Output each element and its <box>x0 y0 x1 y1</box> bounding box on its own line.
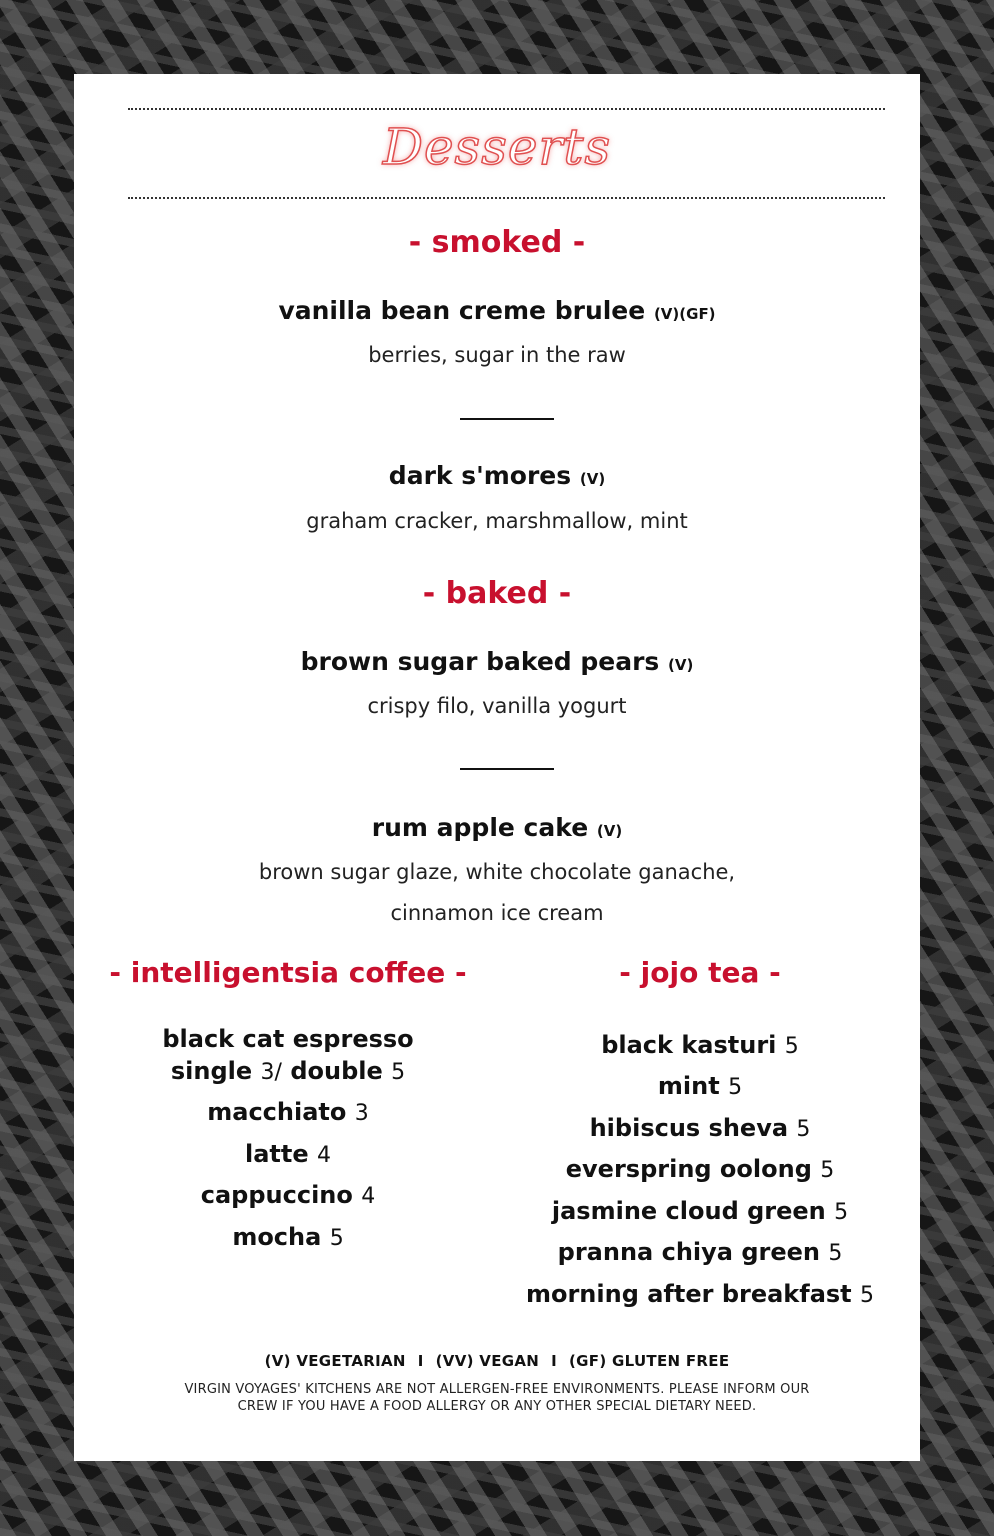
menu-item-name <box>74 461 920 490</box>
price: 5 <box>728 1075 743 1100</box>
allergen-notice-line: CREW IF YOU HAVE A FOOD ALLERGY OR ANY OTHER SPECIAL DIETARY NEED. <box>237 1399 757 1414</box>
coffee-item <box>88 1140 488 1168</box>
size-label: double <box>290 1057 383 1085</box>
price: 4 <box>317 1143 331 1168</box>
legend-gluten-free: (GF) GLUTEN FREE <box>569 1352 730 1370</box>
tea-item <box>500 1280 900 1308</box>
menu-item-name <box>74 813 920 842</box>
item-title: everspring oolong <box>565 1155 812 1183</box>
allergen-notice <box>154 1381 840 1415</box>
size-label: single <box>170 1057 253 1085</box>
price: 5 <box>784 1034 799 1059</box>
tea-item <box>500 1238 900 1266</box>
tea-item <box>500 1155 900 1183</box>
price: 3 <box>260 1060 275 1085</box>
item-title: macchiato <box>207 1098 347 1126</box>
menu-item-description: crispy filo, vanilla yogurt <box>367 694 627 718</box>
item-title: rum apple cake <box>371 813 589 842</box>
menu-item-description-cont: cinnamon ice cream <box>390 901 604 925</box>
item-title: mocha <box>232 1223 322 1251</box>
price: 5 <box>820 1158 835 1183</box>
tea-item <box>500 1197 900 1225</box>
item-divider <box>460 768 554 770</box>
section-heading-baked: - baked - <box>422 576 572 611</box>
item-title: jasmine cloud green <box>551 1197 826 1225</box>
legend-separator: I <box>551 1352 558 1370</box>
price: 5 <box>834 1200 849 1225</box>
item-title: hibiscus sheva <box>589 1114 789 1142</box>
menu-title: Desserts <box>382 118 612 176</box>
menu-item-description: berries, sugar in the raw <box>368 343 626 367</box>
section-heading-smoked: - smoked - <box>408 225 586 260</box>
price: 5 <box>828 1241 843 1266</box>
size-separator: / <box>274 1060 282 1085</box>
menu-item-description: graham cracker, marshmallow, mint <box>306 509 688 533</box>
tea-item <box>500 1072 900 1100</box>
item-title: dark s'mores <box>388 461 572 490</box>
title-dotted-divider <box>128 197 885 199</box>
dietary-tag: (V) <box>668 656 694 674</box>
price: 3 <box>354 1101 369 1126</box>
coffee-item-sizes <box>88 1057 488 1085</box>
item-title: black kasturi <box>601 1031 777 1059</box>
menu-card <box>74 74 920 1461</box>
legend-vegan: (VV) VEGAN <box>435 1352 540 1370</box>
menu-item-name <box>74 296 920 325</box>
price: 4 <box>361 1184 376 1209</box>
item-title: pranna chiya green <box>557 1238 820 1266</box>
item-title: mint <box>657 1072 720 1100</box>
price: 5 <box>329 1226 344 1251</box>
dietary-tag: (V) <box>596 822 623 840</box>
price: 5 <box>796 1117 811 1142</box>
top-dotted-divider <box>128 108 885 110</box>
menu-item-description: brown sugar glaze, white chocolate ganache, <box>258 860 736 884</box>
item-title: vanilla bean creme brulee <box>278 296 646 325</box>
dietary-legend <box>74 1352 920 1370</box>
tea-item <box>500 1114 900 1142</box>
item-title: latte <box>244 1140 309 1168</box>
dietary-tag: (V) <box>579 470 606 488</box>
price: 5 <box>391 1060 406 1085</box>
item-title: cappuccino <box>200 1181 353 1209</box>
dietary-tag: (V)(GF) <box>653 305 716 323</box>
legend-vegetarian: (V) VEGETARIAN <box>264 1352 406 1370</box>
item-divider <box>460 418 554 420</box>
price: 5 <box>860 1283 875 1308</box>
allergen-notice-line: VIRGIN VOYAGES' KITCHENS ARE NOT ALLERGEN-FREE ENVIRONMENTS. PLEASE INFORM OUR <box>184 1382 810 1397</box>
item-title: brown sugar baked pears <box>300 647 660 676</box>
section-heading-coffee: - intelligentsia coffee - <box>109 956 467 989</box>
tea-item <box>500 1031 900 1059</box>
coffee-item <box>88 1181 488 1209</box>
coffee-item <box>88 1223 488 1251</box>
section-heading-tea: - jojo tea - <box>619 956 781 989</box>
item-title: morning after breakfast <box>525 1280 852 1308</box>
coffee-item <box>88 1098 488 1126</box>
coffee-item: black cat espresso <box>162 1025 414 1053</box>
menu-item-name <box>74 647 920 676</box>
legend-separator: I <box>417 1352 424 1370</box>
